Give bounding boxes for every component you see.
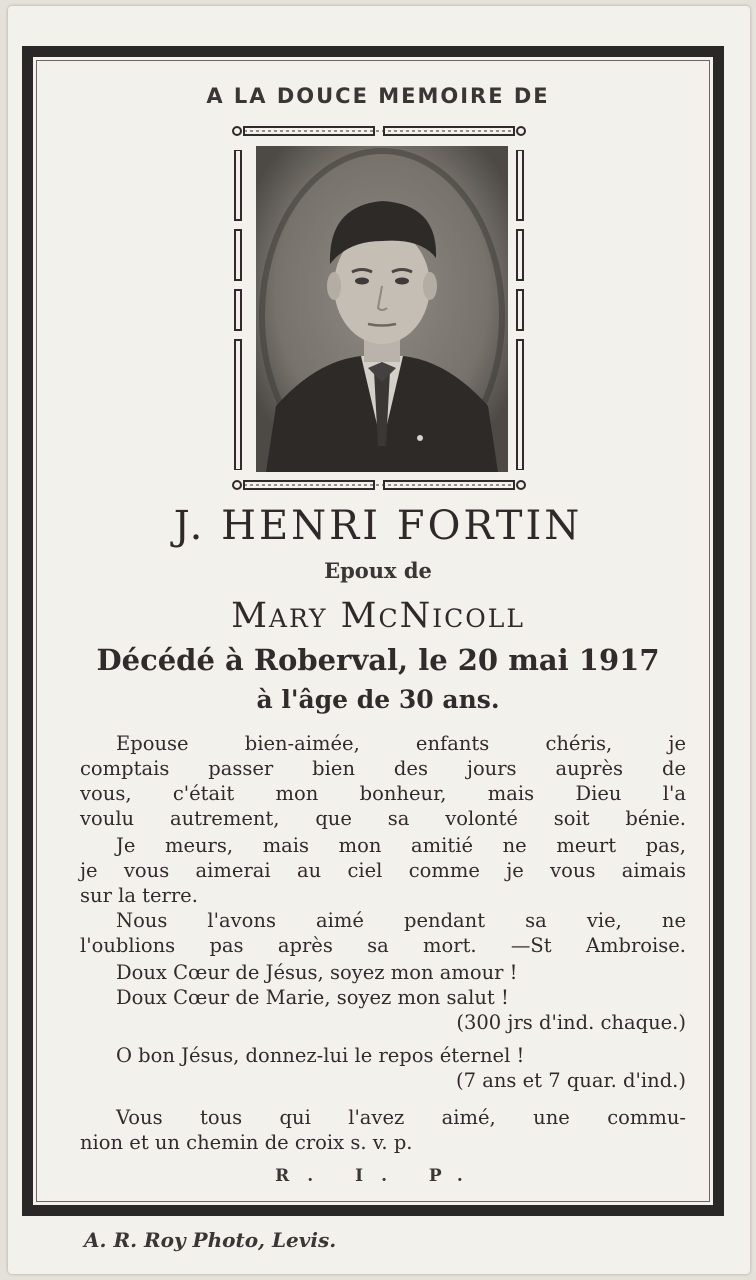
text-line: comptais passer bien des jours auprès de (80, 757, 686, 780)
deceased-name: J. HENRI FORTIN (173, 503, 583, 549)
frame-ornament-bottom (232, 478, 526, 492)
frame-ornament-top (232, 124, 526, 138)
text-line: vous, c'était mon bonheur, mais Dieu l'a (80, 782, 686, 805)
text-line: Doux Cœur de Jésus, soyez mon amour ! (116, 961, 518, 984)
text-line: Vous tous qui l'avez aimé, une commu- (116, 1106, 686, 1129)
spouse-name: Mary McNicoll (231, 596, 525, 636)
frame-side-left (233, 150, 243, 470)
communion-request (80, 1105, 686, 1155)
text-line: Epouse bien-aimée, enfants chéris, je (116, 732, 686, 755)
text-line: nion et un chemin de croix s. v. p. (80, 1131, 413, 1154)
portrait-photo (256, 146, 508, 472)
age-at-death: à l'âge de 30 ans. (256, 685, 500, 714)
prayer-eternal-rest (80, 1043, 686, 1093)
indulgence-note: (300 jrs d'ind. chaque.) (456, 1011, 686, 1034)
rip-inscription: R. I. P. (275, 1166, 481, 1186)
text-line: O bon Jésus, donnez-lui le repos éternel ! (116, 1044, 525, 1067)
text-line: Je meurs, mais mon amitié ne meurt pas, (116, 834, 686, 857)
photographer-credit: A. R. Roy Photo, Levis. (84, 1228, 337, 1252)
prayer-sacred-hearts (80, 960, 686, 1035)
frame-side-right (515, 150, 525, 470)
text-line: je vous aimerai au ciel comme je vous aimais (80, 859, 686, 882)
text-line: Doux Cœur de Marie, soyez mon salut ! (116, 986, 509, 1009)
ambrose-quote (80, 908, 686, 958)
spouse-label: Epoux de (324, 558, 432, 583)
love-paragraph (80, 833, 686, 908)
card-header: A LA DOUCE MEMOIRE DE (206, 84, 550, 108)
text-line: l'oublions pas après sa mort. —St Ambroise. (80, 934, 686, 957)
farewell-paragraph (80, 731, 686, 831)
text-line: voulu autrement, que sa volonté soit bénie. (80, 807, 686, 830)
text-line: Nous l'avons aimé pendant sa vie, ne (116, 909, 686, 932)
text-line: sur la terre. (80, 884, 198, 907)
death-date-place: Décédé à Roberval, le 20 mai 1917 (96, 643, 660, 677)
indulgence-note: (7 ans et 7 quar. d'ind.) (456, 1069, 686, 1092)
